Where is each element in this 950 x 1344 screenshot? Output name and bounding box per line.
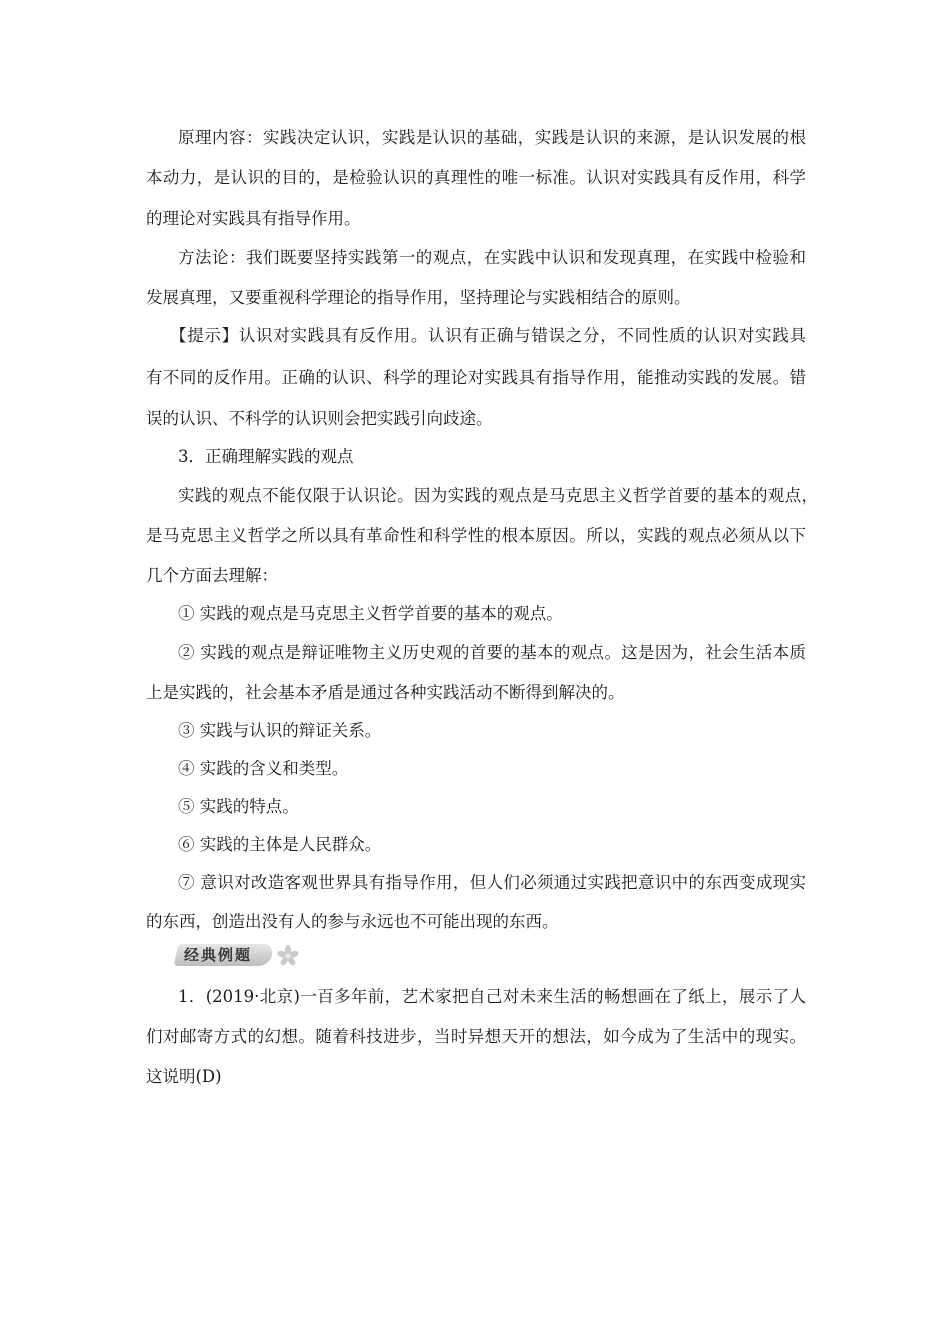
tip-line-1: 【提示】认识对实践具有反作用。认识有正确与错误之分，不同性质的认识对实践具 — [170, 326, 806, 345]
method-line-2: 发展真理，又要重视科学理论的指导作用，坚持理论与实践相结合的原则。 — [146, 288, 691, 307]
example-line-3: 这说明(D) — [146, 1067, 222, 1086]
section-intro-line-2: 是马克思主义哲学之所以具有革命性和科学性的根本原因。所以，实践的观点必须从以下 — [146, 526, 806, 545]
list-item-1: ① 实践的观点是马克思主义哲学首要的基本的观点。 — [178, 604, 563, 623]
principle-line-3: 的理论对实践具有指导作用。 — [146, 209, 361, 228]
list-item-5: ⑤ 实践的特点。 — [178, 797, 299, 816]
section-intro-line-1: 实践的观点不能仅限于认识论。因为实践的观点是马克思主义哲学首要的基本的观点， — [178, 486, 818, 505]
section-intro-line-3: 几个方面去理解： — [146, 566, 278, 585]
list-item-2-line-2: 上是实践的，社会基本矛盾是通过各种实践活动不断得到解决的。 — [146, 683, 625, 702]
list-item-7-line-2: 的东西，创造出没有人的参与永远也不可能出现的东西。 — [146, 912, 559, 931]
example-line-1: 1．(2019·北京)一百多年前，艺术家把自己对未来生活的畅想画在了纸上，展示了人 — [178, 987, 806, 1006]
tip-line-2: 有不同的反作用。正确的认识、科学的理论对实践具有指导作用，能推动实践的发展。错 — [146, 368, 806, 387]
list-item-3: ③ 实践与认识的辩证关系。 — [178, 721, 382, 740]
section-heading: 3．正确理解实践的观点 — [178, 447, 354, 466]
principle-line-1: 原理内容：实践决定认识，实践是认识的基础，实践是认识的来源，是认识发展的根 — [178, 128, 806, 147]
principle-line-2: 本动力，是认识的目的，是检验认识的真理性的唯一标准。认识对实践具有反作用，科学 — [146, 168, 806, 187]
list-item-6: ⑥ 实践的主体是人民群众。 — [178, 835, 382, 854]
example-line-2: 们对邮寄方式的幻想。随着科技进步，当时异想天开的想法，如今成为了生活中的现实。 — [146, 1027, 806, 1046]
list-item-2-line-1: ② 实践的观点是辩证唯物主义历史观的首要的基本的观点。这是因为，社会生活本质 — [178, 643, 806, 662]
tip-line-3: 误的认识、不科学的认识则会把实践引向歧途。 — [146, 409, 493, 428]
flower-icon — [276, 944, 300, 968]
list-item-4: ④ 实践的含义和类型。 — [178, 759, 349, 778]
banner-label: 经典例题 — [184, 946, 253, 964]
example-banner — [176, 942, 306, 968]
method-line-1: 方法论：我们既要坚持实践第一的观点，在实践中认识和发现真理，在实践中检验和 — [178, 248, 806, 267]
list-item-7-line-1: ⑦ 意识对改造客观世界具有指导作用，但人们必须通过实践把意识中的东西变成现实 — [178, 873, 806, 892]
